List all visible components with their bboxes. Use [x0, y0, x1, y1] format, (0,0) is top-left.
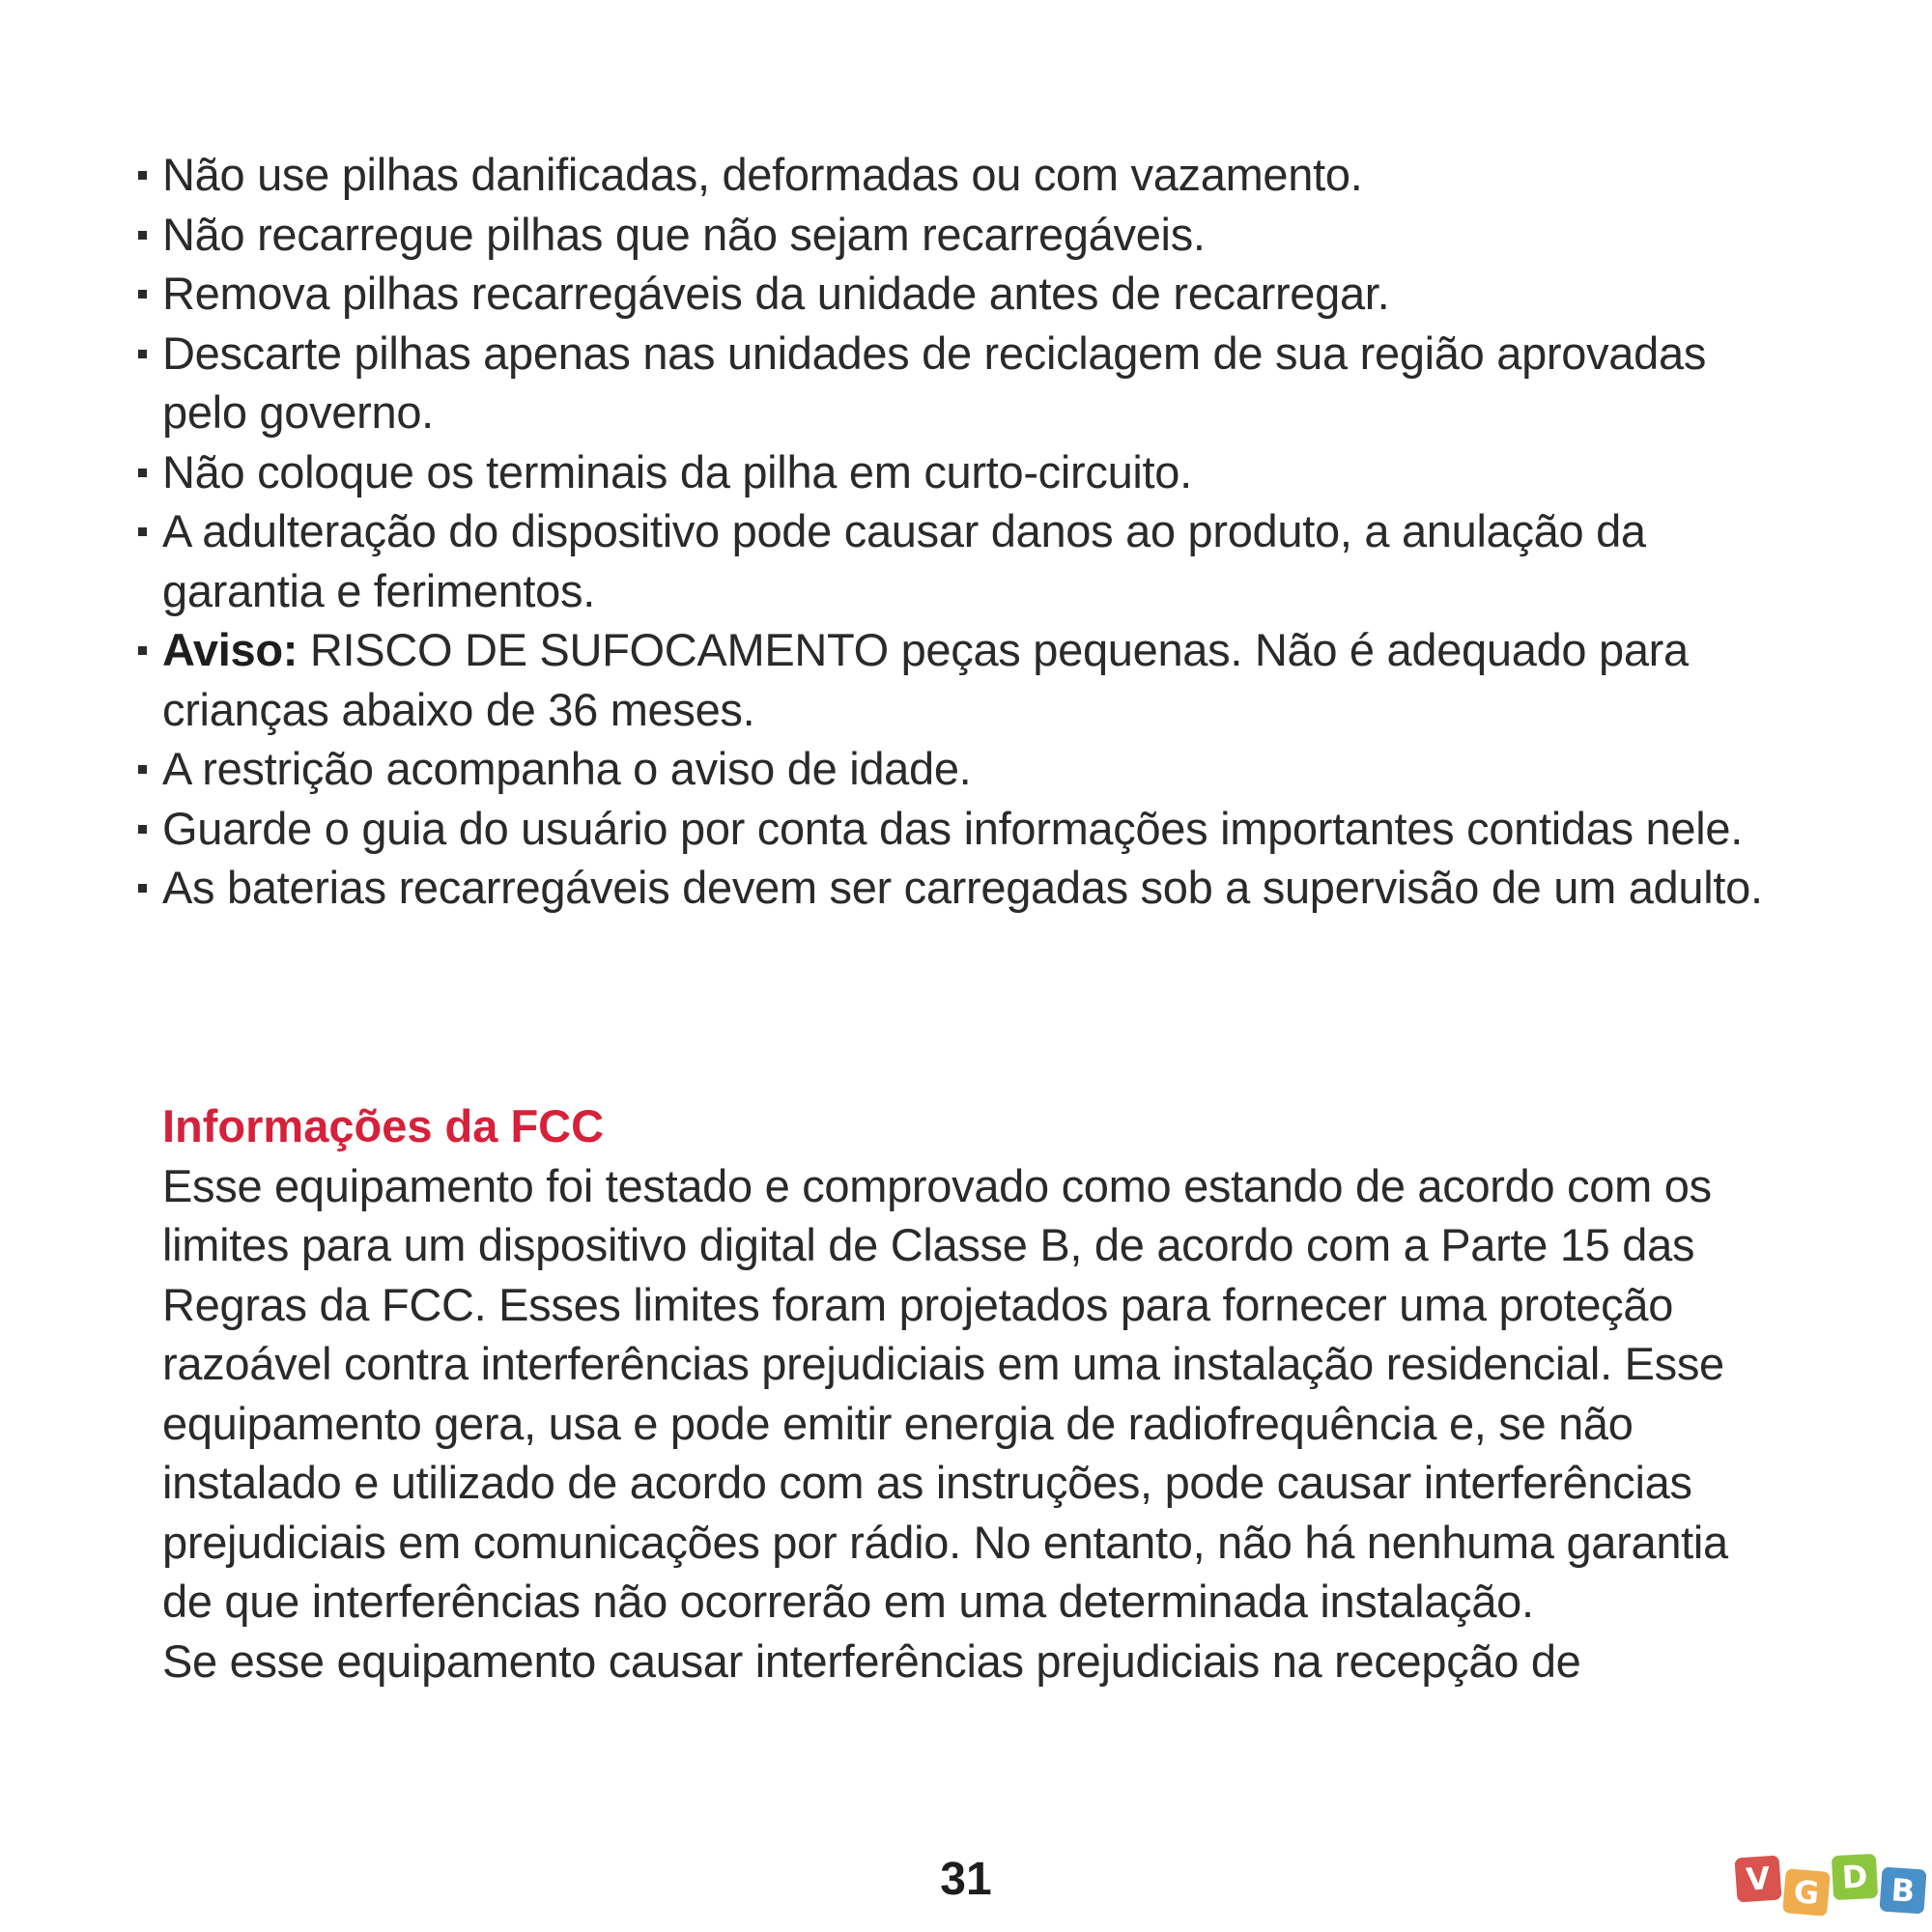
watermark-letter-v: V [1734, 1855, 1781, 1902]
watermark-letter-g: G [1782, 1868, 1831, 1917]
fcc-body [162, 1156, 1785, 1691]
bullet-item-warning: Aviso: RISCO DE SUFOCAMENTO peças pequenas. Não é adequado para crianças abaixo de 36 meses. [135, 620, 1797, 739]
watermark-letter-b: B [1879, 1866, 1926, 1914]
watermark-letter-d: D [1832, 1854, 1878, 1900]
fcc-section [162, 1096, 1785, 1690]
vgdb-logo-watermark [1736, 1853, 1929, 1930]
bullet-item: Guarde o guia do usuário por conta das informações importantes contidas nele. [135, 799, 1797, 859]
bullet-item: As baterias recarregáveis devem ser carregadas sob a supervisão de um adulto. [135, 858, 1797, 918]
safety-bullet-list [135, 145, 1797, 918]
bullet-item: Remova pilhas recarregáveis da unidade antes de recarregar. [135, 264, 1797, 324]
bullet-item: Não coloque os terminais da pilha em curto-circuito. [135, 442, 1797, 502]
bullet-item: Descarte pilhas apenas nas unidades de reciclagem de sua região aprovadas pelo governo. [135, 324, 1797, 442]
bullet-item: A restrição acompanha o aviso de idade. [135, 739, 1797, 799]
bullet-item: Não use pilhas danificadas, deformadas ou com vazamento. [135, 145, 1797, 205]
bullet-item: Não recarregue pilhas que não sejam recarregáveis. [135, 205, 1797, 265]
fcc-heading: Informações da FCC [162, 1100, 605, 1151]
fcc-paragraph: Esse equipamento foi testado e comprovado como estando de acordo com os limites para um dispositivo digital de Classe B, de acordo com a Parte 15 das Regras da FCC. Esses limites foram projetados para fornecer uma proteção razoável contra interferências prejudiciais em uma instalação residencial. Esse equipamento gera, usa e pode emitir energia de radiofrequência e, se não instalado e utilizado de acordo com as instruções, pode causar interferências prejudiciais em comunicações por rádio. No entanto, não há nenhuma garantia de que interferências não ocorrerão em uma determinada instalação. [162, 1159, 1728, 1627]
bullet-item: A adulteração do dispositivo pode causar danos ao produto, a anulação da garantia e ferimentos. [135, 501, 1797, 620]
fcc-paragraph: Se esse equipamento causar interferências prejudiciais na recepção de [162, 1634, 1581, 1687]
page-number: 31 [940, 1854, 992, 1905]
warning-label: Aviso: [162, 624, 298, 675]
